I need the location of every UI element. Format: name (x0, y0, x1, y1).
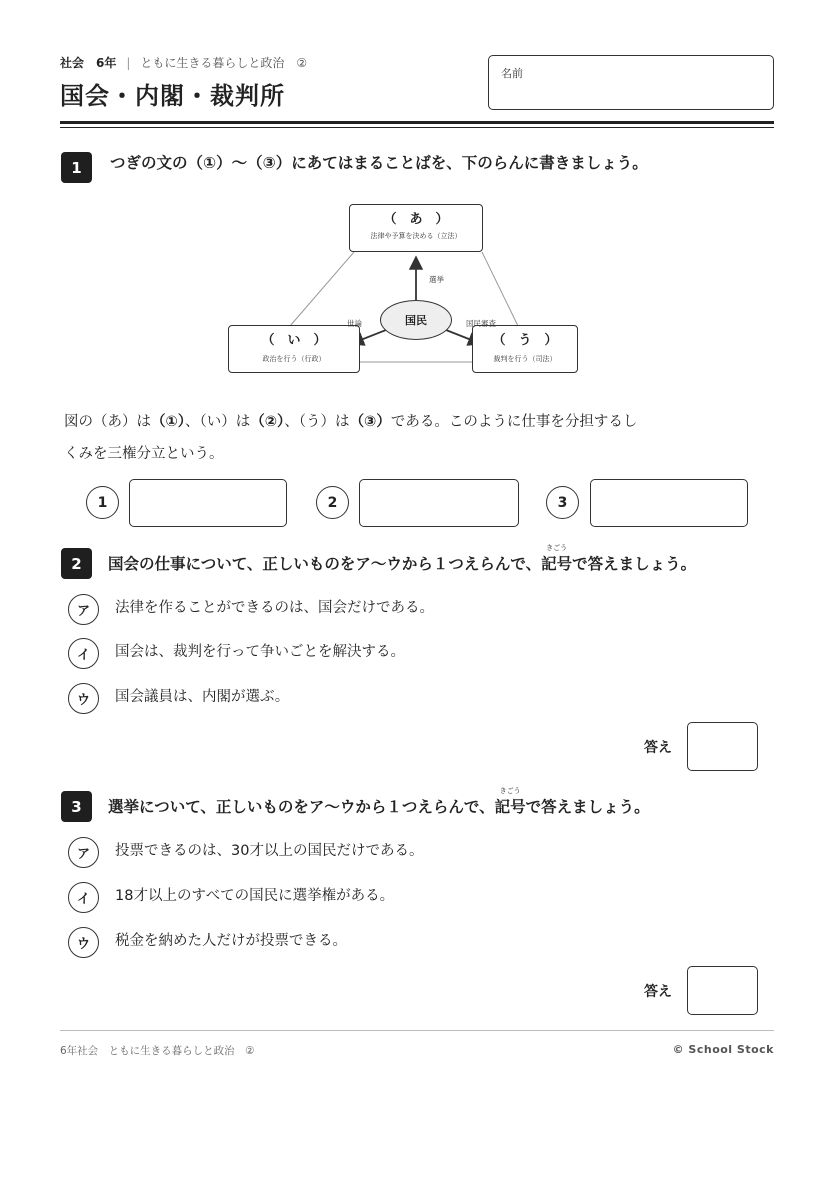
header-rule (60, 121, 774, 124)
answer-3-box[interactable] (590, 479, 748, 527)
question-1-paragraph (64, 410, 637, 431)
question-3-answer-box[interactable] (687, 966, 758, 1015)
para-part: である。このように仕事を分担するし (390, 414, 638, 430)
option-u-mark: ウ (68, 927, 99, 958)
question-3-prompt (108, 787, 650, 817)
option-i-text: 国会は、裁判を行って争いごとを解決する。 (115, 644, 405, 660)
executive-blank: （ い ） (261, 333, 327, 348)
page-title: 国会・内閣・裁判所 (60, 82, 285, 110)
name-field[interactable] (488, 55, 774, 110)
option-a-mark: ア (68, 837, 99, 868)
blank-2-ref: （②） (250, 414, 285, 430)
answer-label: 答え (644, 740, 672, 756)
option-i-mark: イ (68, 638, 99, 669)
option-u-text: 税金を納めた人だけが投票できる。 (115, 933, 347, 949)
legislative-box (349, 204, 483, 252)
legislative-role: 法律や予算を決める（立法） (370, 232, 462, 240)
ruby-word (541, 544, 573, 574)
answer-1-number: 1 (86, 486, 119, 519)
question-3-number: 3 (61, 791, 92, 822)
legislative-blank: （ あ ） (383, 212, 449, 227)
name-label: 名前 (501, 67, 523, 80)
para-part: 、（い）は (185, 414, 251, 430)
header-rule-thin (60, 127, 774, 128)
question-1-number: 1 (61, 152, 92, 183)
para-part: 、（う）は (284, 414, 350, 430)
judicial-blank: （ う ） (492, 333, 558, 348)
header-subtitle (60, 54, 307, 71)
prompt-part: で答えましょう。 (525, 798, 650, 816)
question-1-paragraph-line2: くみを三権分立という。 (64, 446, 224, 462)
option-u-text: 国会議員は、内閣が選ぶ。 (115, 689, 290, 705)
answer-3-number: 3 (546, 486, 579, 519)
ruby-word (494, 787, 526, 817)
unit-name: ともに生きる暮らしと政治 ② (140, 56, 308, 70)
answer-1-box[interactable] (129, 479, 287, 527)
separation-of-powers-diagram (226, 200, 582, 378)
option-a-text: 投票できるのは、30才以上の国民だけである。 (115, 843, 424, 859)
prompt-part: 国会の仕事について、正しいものをア～ウから１つえらんで、 (108, 555, 542, 573)
para-part: 図の（あ）は (64, 414, 151, 430)
question-1-prompt: つぎの文の（①）～（③）にあてはまることばを、下のらんに書きましょう。 (110, 154, 648, 172)
option-i-mark: イ (68, 882, 99, 913)
question-2-number: 2 (61, 548, 92, 579)
ruby-reading: きごう (499, 787, 521, 795)
label-election: 選挙 (429, 275, 444, 284)
option-u-mark: ウ (68, 683, 99, 714)
answer-2-box[interactable] (359, 479, 519, 527)
label-judicial-review: 国民審査 (466, 319, 496, 328)
answer-label: 答え (644, 984, 672, 1000)
prompt-part: で答えましょう。 (572, 555, 697, 573)
option-a-mark: ア (68, 594, 99, 625)
subject-grade: 社会 6年 (60, 56, 117, 70)
ruby-reading: きごう (546, 544, 568, 552)
question-2-prompt (108, 544, 697, 574)
option-a-text: 法律を作ることができるのは、国会だけである。 (115, 600, 434, 616)
ruby-base: 記号 (494, 798, 526, 816)
executive-role: 政治を行う（行政） (262, 355, 326, 363)
blank-1-ref: （①） (151, 414, 186, 430)
footer-copyright: © School Stock (672, 1043, 774, 1056)
judicial-role: 裁判を行う（司法） (493, 355, 557, 363)
question-2-answer-box[interactable] (687, 722, 758, 771)
prompt-part: 選挙について、正しいものをア～ウから１つえらんで、 (108, 798, 495, 816)
answer-2-number: 2 (316, 486, 349, 519)
ruby-base: 記号 (541, 555, 573, 573)
executive-box (228, 325, 360, 373)
footer-divider (60, 1030, 774, 1031)
label-public-opinion: 世論 (347, 319, 362, 328)
judicial-box (472, 325, 578, 373)
option-i-text: 18才以上のすべての国民に選挙権がある。 (115, 888, 395, 904)
citizens-node: 国民 (380, 300, 452, 340)
footer-unit: 6年社会 ともに生きる暮らしと政治 ② (60, 1045, 255, 1057)
blank-3-ref: （③） (349, 414, 391, 430)
divider: | (126, 56, 131, 70)
